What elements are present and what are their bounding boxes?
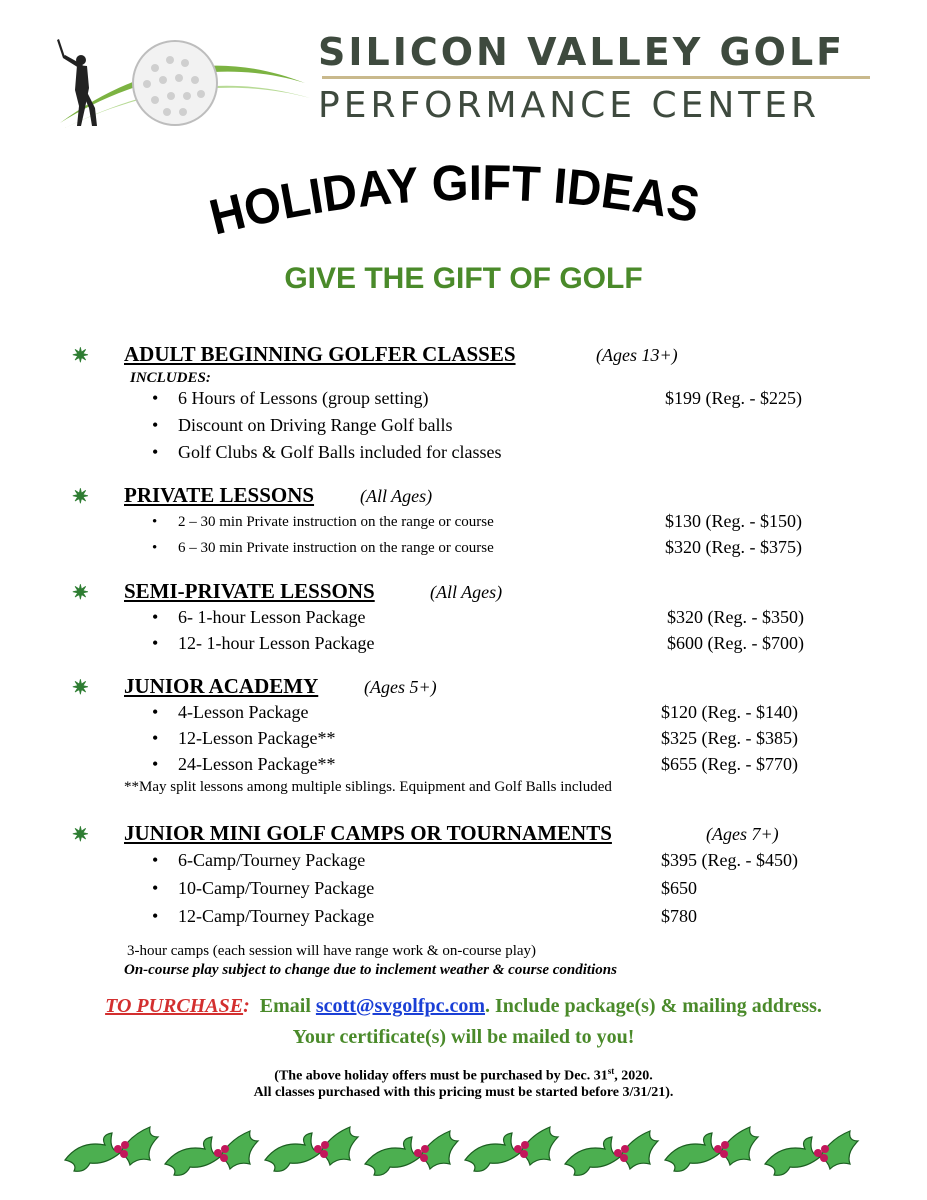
section-ages: (Ages 7+) — [706, 824, 779, 844]
section-title: SEMI-PRIVATE LESSONS — [124, 579, 375, 603]
snowflake-star-icon: ✷ — [72, 345, 89, 367]
holly-icon — [65, 1127, 158, 1171]
list-item: • 10-Camp/Tourney Package — [178, 878, 374, 899]
purchase-email-prefix: Email — [259, 995, 316, 1017]
list-item: • 12- 1-hour Lesson Package — [178, 633, 374, 654]
section-note: **May split lessons among multiple siblings. Equipment and Golf Balls included — [124, 779, 612, 795]
item-price: $780 — [661, 906, 697, 926]
fine-print-sup: st — [607, 1066, 615, 1076]
holly-border — [60, 1105, 870, 1185]
purchase-suffix: . Include package(s) & mailing address. — [485, 995, 822, 1017]
item-price: $320 (Reg. - $375) — [665, 537, 802, 557]
fine-print-text: (The above holiday offers must be purchased by Dec. 31 — [274, 1068, 608, 1084]
list-item: • 4-Lesson Package — [178, 702, 308, 723]
section-ages: (All Ages) — [430, 582, 503, 602]
includes-label: INCLUDES: — [130, 370, 211, 386]
section-title: PRIVATE LESSONS — [124, 483, 315, 507]
list-item: • 6- 1-hour Lesson Package — [178, 607, 365, 628]
section-ages: (All Ages) — [360, 486, 433, 506]
list-item: • 6 Hours of Lessons (group setting) — [178, 388, 428, 409]
purchase-line-2: Your certificate(s) will be mailed to you! — [292, 1026, 635, 1048]
holly-icon — [165, 1131, 258, 1175]
item-price: $600 (Reg. - $700) — [667, 633, 804, 653]
brand-divider — [322, 76, 870, 79]
purchase-line — [0, 995, 927, 1018]
item-price: $320 (Reg. - $350) — [667, 607, 804, 627]
snowflake-star-icon: ✷ — [72, 582, 89, 604]
item-price: $199 (Reg. - $225) — [665, 388, 802, 408]
section-note-italic: On-course play subject to change due to inclement weather & course conditions — [124, 962, 617, 978]
item-price: $395 (Reg. - $450) — [661, 850, 798, 870]
fine-print-line-2: All classes purchased with this pricing must be started before 3/31/21). — [253, 1085, 674, 1100]
holly-icon — [465, 1127, 558, 1171]
brand-subtitle: PERFORMANCE CENTER — [318, 85, 821, 126]
list-item: • 24-Lesson Package** — [178, 754, 335, 775]
holly-icon — [765, 1131, 858, 1175]
list-item: • 2 – 30 min Private instruction on the range or course — [178, 514, 494, 531]
fine-print-text-end: , 2020. — [614, 1068, 653, 1084]
list-item: • 12-Camp/Tourney Package — [178, 906, 374, 927]
section-note: 3-hour camps (each session will have range work & on-course play) — [127, 943, 537, 959]
fine-print-line-1 — [0, 1066, 927, 1085]
item-price: $130 (Reg. - $150) — [665, 511, 802, 531]
brand-name: SILICON VALLEY GOLF — [318, 30, 846, 74]
item-price: $325 (Reg. - $385) — [661, 728, 798, 748]
holly-icon — [265, 1127, 358, 1171]
email-link[interactable]: scott@svgolfpc.com — [315, 995, 486, 1017]
holly-icon — [365, 1131, 458, 1175]
golf-logo — [55, 28, 315, 133]
section-ages: (Ages 5+) — [364, 677, 437, 697]
snowflake-star-icon: ✷ — [72, 677, 89, 699]
section-ages: (Ages 13+) — [596, 345, 678, 365]
section-title: JUNIOR MINI GOLF CAMPS OR TOURNAMENTS — [124, 821, 612, 845]
snowflake-star-icon: ✷ — [72, 486, 89, 508]
holiday-banner-text: HOLIDAY GIFT IDEAS — [204, 154, 706, 246]
list-item: • 12-Lesson Package** — [178, 728, 335, 749]
section-title: ADULT BEGINNING GOLFER CLASSES — [124, 342, 516, 366]
section-title: JUNIOR ACADEMY — [124, 674, 319, 698]
holiday-banner — [0, 150, 927, 260]
list-item: • Discount on Driving Range Golf balls — [178, 415, 452, 436]
purchase-colon: : — [243, 995, 250, 1017]
item-price: $655 (Reg. - $770) — [661, 754, 798, 774]
holly-icon — [565, 1131, 658, 1175]
holly-icon — [665, 1127, 758, 1171]
snowflake-star-icon: ✷ — [72, 824, 89, 846]
item-price: $650 — [661, 878, 697, 898]
list-item: • 6 – 30 min Private instruction on the range or course — [178, 540, 494, 557]
list-item: • Golf Clubs & Golf Balls included for classes — [178, 442, 501, 463]
list-item: • 6-Camp/Tourney Package — [178, 850, 365, 871]
purchase-label: TO PURCHASE — [105, 995, 244, 1017]
item-price: $120 (Reg. - $140) — [661, 702, 798, 722]
page-subtitle: GIVE THE GIFT OF GOLF — [284, 262, 643, 295]
